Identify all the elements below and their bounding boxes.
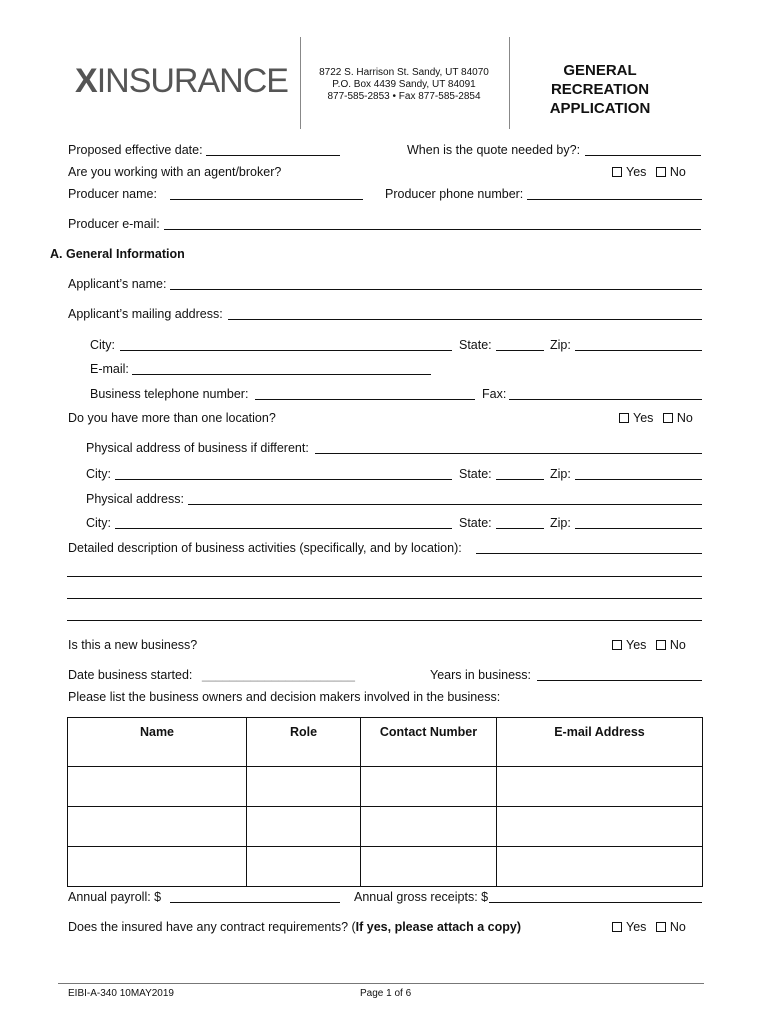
owner-contact-cell[interactable]: [361, 847, 497, 887]
col-role-header: Role: [247, 718, 361, 767]
email-label: E-mail:: [90, 362, 129, 376]
physical-zip-field-2[interactable]: [575, 528, 702, 529]
producer-email-label: Producer e-mail:: [68, 217, 160, 231]
physical-state-field-2[interactable]: [496, 528, 544, 529]
physical-zip-field-1[interactable]: [575, 479, 702, 480]
email-field[interactable]: [132, 374, 431, 375]
years-in-business-label: Years in business:: [430, 668, 531, 682]
agent-yes-checkbox[interactable]: [612, 167, 622, 177]
no-label: No: [669, 165, 686, 179]
physical-if-different-field[interactable]: [315, 453, 702, 454]
address-line-3: 877-585-2853 • Fax 877-585-2854: [327, 91, 481, 102]
owner-role-cell[interactable]: [247, 847, 361, 887]
description-field-3[interactable]: [67, 598, 702, 599]
physical-city-field-1[interactable]: [115, 479, 452, 480]
agent-yes-no: [612, 165, 686, 179]
no-label: No: [669, 638, 686, 652]
owners-prompt: Please list the business owners and decision makers involved in the business:: [68, 690, 501, 704]
owners-table: [67, 717, 703, 887]
physical-state-label-1: State:: [459, 467, 492, 481]
owners-table-header: [68, 718, 703, 767]
page-number: Page 1 of 6: [360, 988, 412, 999]
address-line-2: P.O. Box 4439 Sandy, UT 84091: [332, 79, 476, 90]
years-in-business-field[interactable]: [537, 680, 702, 681]
more-locations-label: Do you have more than one location?: [68, 411, 276, 425]
no-label: No: [669, 920, 686, 934]
physical-address-field[interactable]: [188, 504, 702, 505]
logo-text: INSURANCE: [96, 62, 288, 100]
new-business-no-checkbox[interactable]: [656, 640, 666, 650]
physical-zip-label-1: Zip:: [550, 467, 571, 481]
business-phone-field[interactable]: [255, 399, 475, 400]
title-line-2: RECREATION: [550, 81, 650, 98]
date-started-label: Date business started:: [68, 668, 193, 682]
description-field-2[interactable]: [67, 576, 702, 577]
table-row: [68, 847, 703, 887]
producer-phone-label: Producer phone number:: [385, 187, 524, 201]
physical-state-field-1[interactable]: [496, 479, 544, 480]
title-line-1: GENERAL: [563, 62, 637, 79]
mailing-state-label: State:: [459, 338, 492, 352]
description-label: Detailed description of business activities (specifically, and by location):: [68, 541, 462, 555]
producer-phone-field[interactable]: [527, 199, 702, 200]
owner-contact-cell[interactable]: [361, 807, 497, 847]
gross-receipts-label: Annual gross receipts: $: [354, 890, 489, 904]
locations-yes-no: [619, 411, 693, 425]
physical-state-label-2: State:: [459, 516, 492, 530]
locations-yes-checkbox[interactable]: [619, 413, 629, 423]
annual-payroll-field[interactable]: [170, 902, 340, 903]
business-phone-label: Business telephone number:: [90, 387, 249, 401]
owner-name-cell[interactable]: [68, 767, 247, 807]
physical-city-label-1: City:: [86, 467, 111, 481]
owner-role-cell[interactable]: [247, 807, 361, 847]
owner-email-cell[interactable]: [497, 767, 703, 807]
fax-label: Fax:: [482, 387, 507, 401]
effective-date-field[interactable]: [206, 155, 340, 156]
address-line-1: 8722 S. Harrison St. Sandy, UT 84070: [319, 67, 489, 78]
logo-x: X: [75, 62, 97, 100]
mailing-state-field[interactable]: [496, 350, 544, 351]
company-address: [305, 67, 503, 103]
footer-divider: [58, 983, 704, 984]
title-line-3: APPLICATION: [549, 100, 651, 117]
owner-email-cell[interactable]: [497, 847, 703, 887]
mailing-zip-field[interactable]: [575, 350, 702, 351]
fax-field[interactable]: [509, 399, 702, 400]
col-contact-header: Contact Number: [361, 718, 497, 767]
owner-email-cell[interactable]: [497, 807, 703, 847]
mailing-address-field[interactable]: [228, 319, 702, 320]
form-id: EIBI-A-340 10MAY2019: [68, 988, 174, 999]
locations-no-checkbox[interactable]: [663, 413, 673, 423]
mailing-zip-label: Zip:: [550, 338, 571, 352]
contract-yes-no: [612, 920, 686, 934]
agent-question-label: Are you working with an agent/broker?: [68, 165, 282, 179]
description-field-1[interactable]: [476, 553, 702, 554]
description-field-4[interactable]: [67, 620, 702, 621]
applicant-name-label: Applicant’s name:: [68, 277, 167, 291]
gross-receipts-field[interactable]: [489, 902, 702, 903]
physical-city-label-2: City:: [86, 516, 111, 530]
owner-role-cell[interactable]: [247, 767, 361, 807]
physical-address-label: Physical address:: [86, 492, 184, 506]
annual-payroll-label: Annual payroll: $: [68, 890, 162, 904]
contract-req-bold-text: If yes, please attach a copy): [355, 920, 522, 934]
contract-no-checkbox[interactable]: [656, 922, 666, 932]
company-logo: [75, 62, 288, 101]
new-business-label: Is this a new business?: [68, 638, 198, 652]
form-title: [525, 61, 675, 118]
no-label: No: [676, 411, 693, 425]
physical-city-field-2[interactable]: [115, 528, 452, 529]
col-email-header: E-mail Address: [497, 718, 703, 767]
contract-req-text: Does the insured have any contract requirements? (: [68, 920, 356, 934]
mailing-city-field[interactable]: [120, 350, 452, 351]
mailing-address-label: Applicant’s mailing address:: [68, 307, 223, 321]
new-business-yes-no: [612, 638, 686, 652]
quote-needed-label: When is the quote needed by?:: [407, 143, 581, 157]
contract-requirements-label: [68, 920, 521, 934]
header-divider-left: [300, 37, 301, 129]
physical-zip-label-2: Zip:: [550, 516, 571, 530]
producer-name-label: Producer name:: [68, 187, 157, 201]
applicant-name-field[interactable]: [170, 289, 702, 290]
new-business-yes-checkbox[interactable]: [612, 640, 622, 650]
col-name-header: Name: [68, 718, 247, 767]
effective-date-label: Proposed effective date:: [68, 143, 203, 157]
contract-yes-checkbox[interactable]: [612, 922, 622, 932]
yes-label: Yes: [626, 165, 647, 179]
table-row: [68, 807, 703, 847]
header-divider-right: [509, 37, 510, 129]
section-a-heading: A. General Information: [50, 247, 185, 261]
producer-name-field[interactable]: [170, 199, 363, 200]
date-started-field[interactable]: ______________________: [202, 668, 355, 682]
yes-label: Yes: [626, 638, 647, 652]
quote-needed-field[interactable]: [585, 155, 701, 156]
table-row: [68, 767, 703, 807]
agent-no-checkbox[interactable]: [656, 167, 666, 177]
producer-email-field[interactable]: [164, 229, 701, 230]
yes-label: Yes: [633, 411, 654, 425]
mailing-city-label: City:: [90, 338, 115, 352]
physical-if-different-label: Physical address of business if different:: [86, 441, 309, 455]
owner-name-cell[interactable]: [68, 847, 247, 887]
yes-label: Yes: [626, 920, 647, 934]
owner-contact-cell[interactable]: [361, 767, 497, 807]
owner-name-cell[interactable]: [68, 807, 247, 847]
